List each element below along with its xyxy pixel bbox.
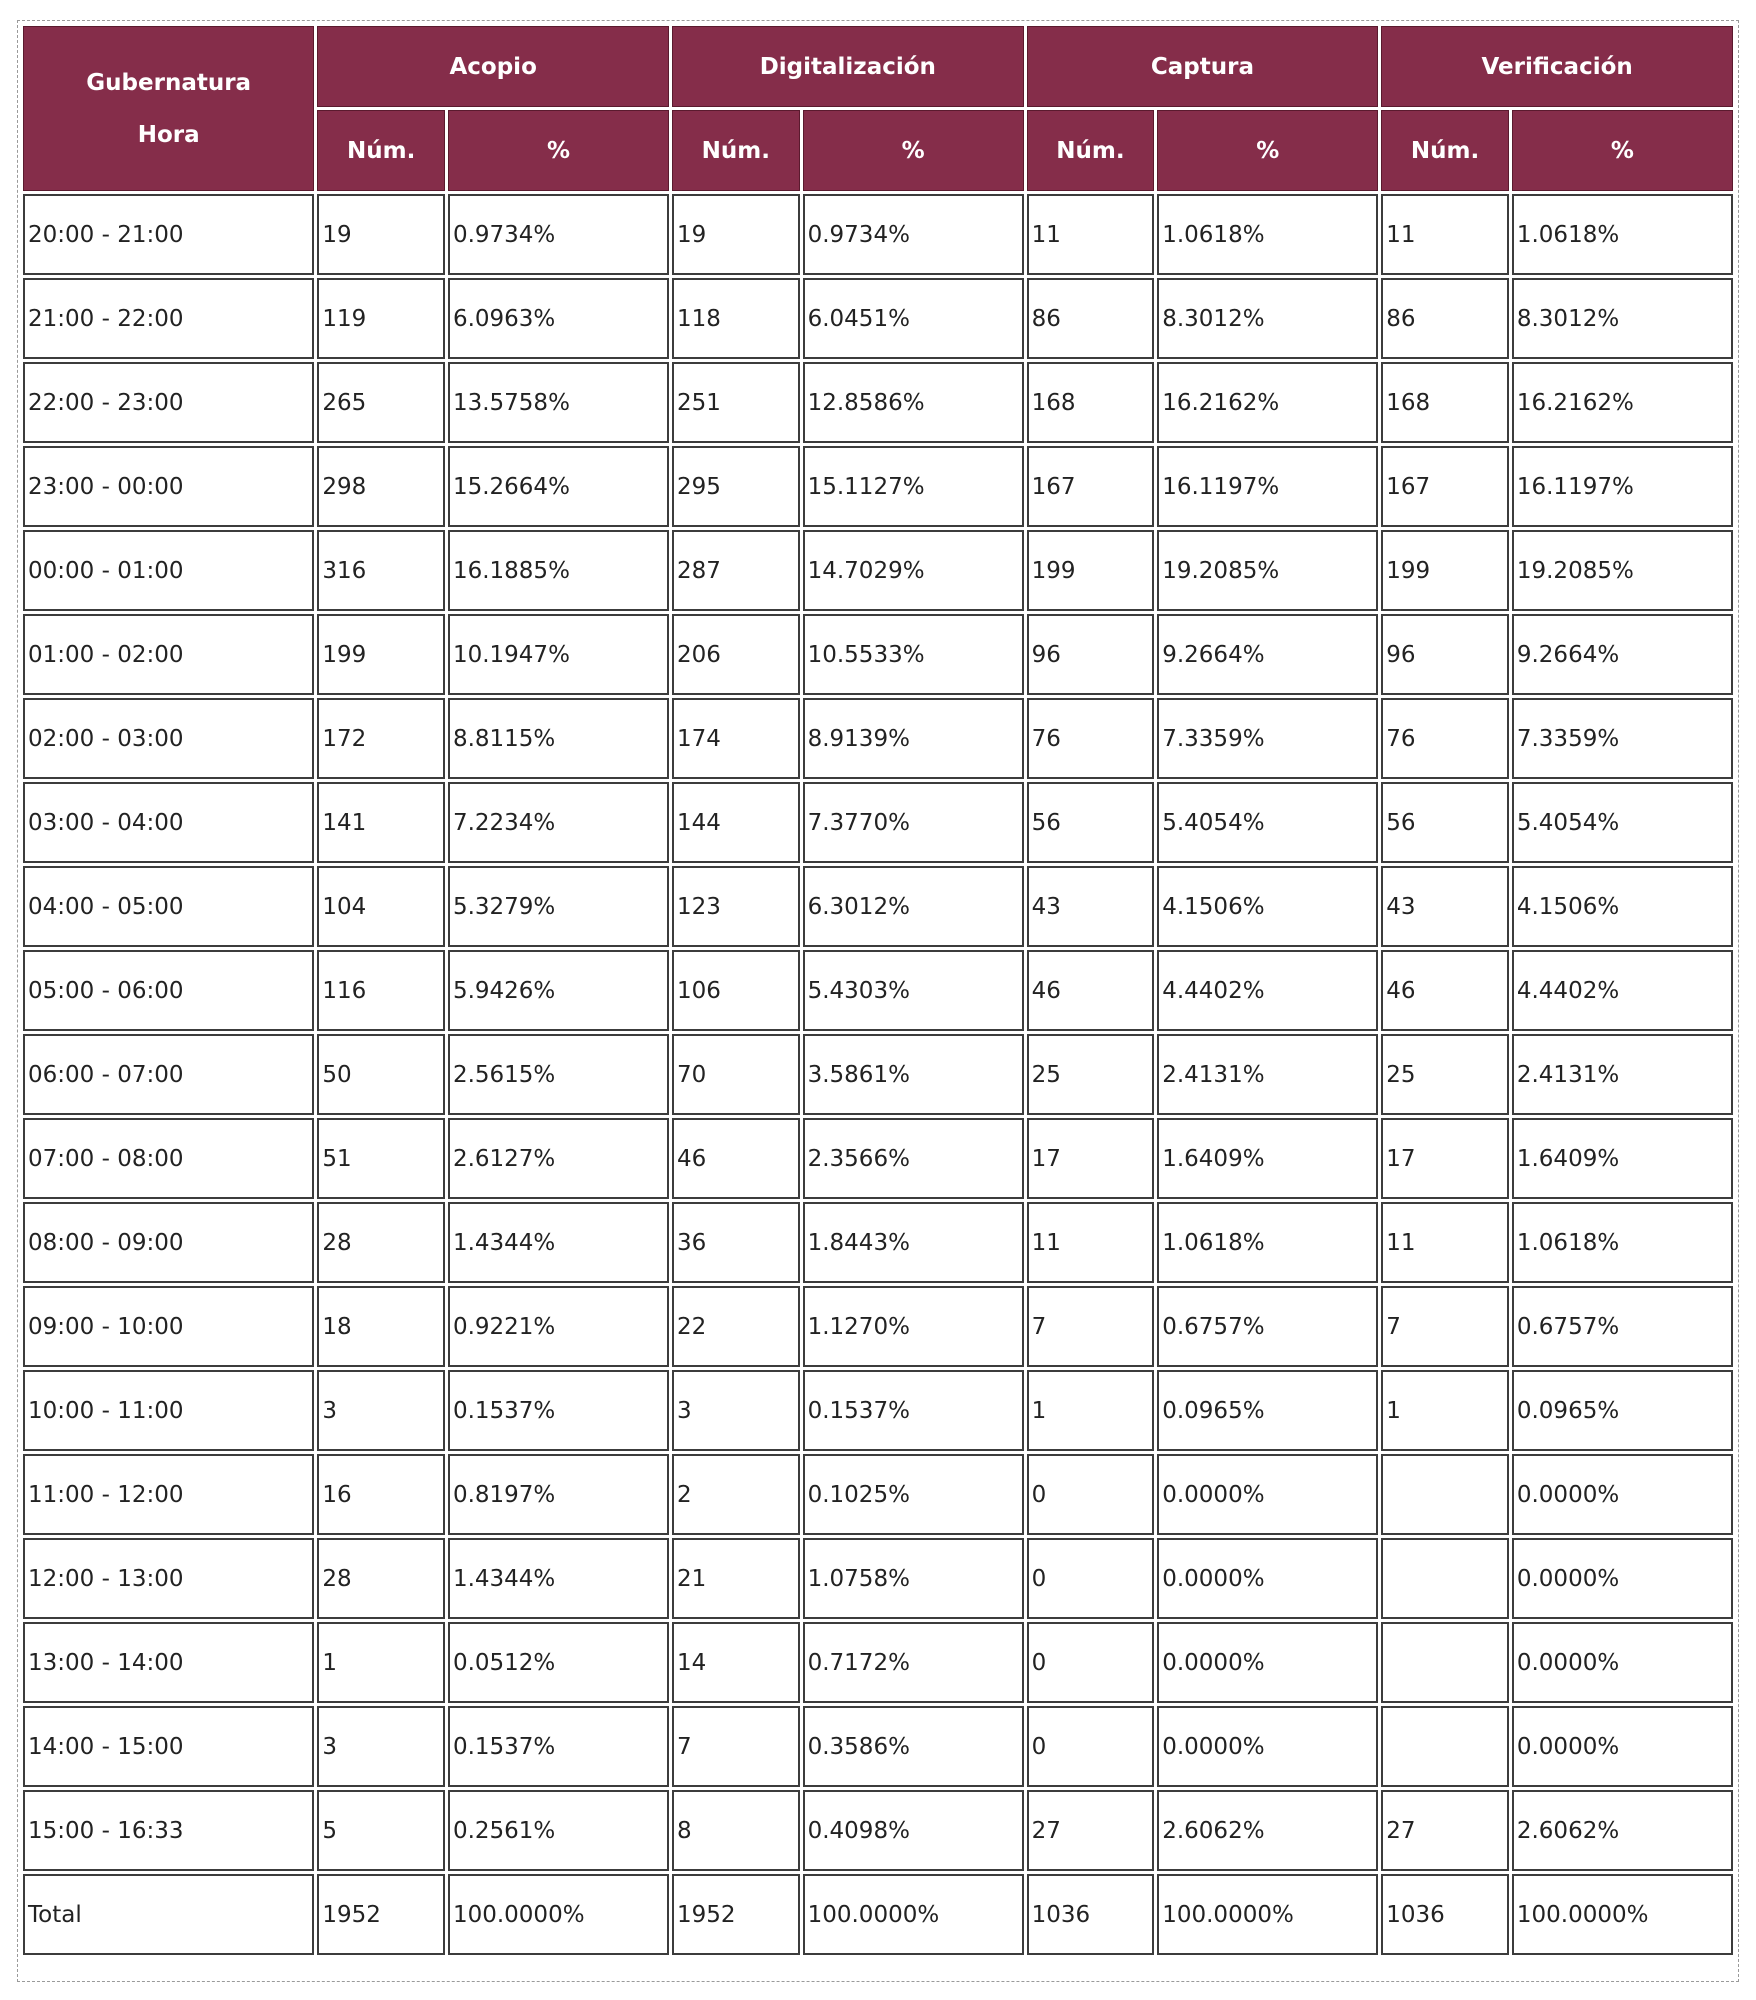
verificacion-pct-cell: 0.0000% xyxy=(1512,1706,1733,1787)
acopio-num-cell: 18 xyxy=(317,1286,445,1367)
digitalizacion-pct-cell: 6.0451% xyxy=(803,278,1024,359)
digitalizacion-num-cell: 22 xyxy=(672,1286,800,1367)
digitalizacion-pct-cell: 0.1025% xyxy=(803,1454,1024,1535)
verificacion-pct-cell: 4.1506% xyxy=(1512,866,1733,947)
digitalizacion-pct-cell: 0.9734% xyxy=(803,194,1024,275)
hora-label: Hora xyxy=(137,121,200,148)
digitalizacion-pct-cell: 0.3586% xyxy=(803,1706,1024,1787)
digitalizacion-num-cell: 14 xyxy=(672,1622,800,1703)
acopio-num-cell: 172 xyxy=(317,698,445,779)
captura-num-cell: 0 xyxy=(1027,1454,1155,1535)
hour-cell: 09:00 - 10:00 xyxy=(23,1286,314,1367)
acopio-num-cell: 199 xyxy=(317,614,445,695)
acopio-num-cell: 1952 xyxy=(317,1874,445,1955)
captura-num-cell: 199 xyxy=(1027,530,1155,611)
acopio-pct-cell: 0.0512% xyxy=(448,1622,669,1703)
captura-num-cell: 43 xyxy=(1027,866,1155,947)
captura-pct-cell: 1.0618% xyxy=(1157,1202,1378,1283)
digitalizacion-header: Digitalización xyxy=(672,26,1024,107)
acopio-pct-cell: 1.4344% xyxy=(448,1538,669,1619)
acopio-pct-cell: 7.2234% xyxy=(448,782,669,863)
verificacion-num-cell: 7 xyxy=(1381,1286,1509,1367)
verificacion-pct-cell: 0.0000% xyxy=(1512,1622,1733,1703)
verificacion-num-cell: 43 xyxy=(1381,866,1509,947)
verificacion-pct-cell: 5.4054% xyxy=(1512,782,1733,863)
acopio-pct-cell: 100.0000% xyxy=(448,1874,669,1955)
captura-num-cell: 76 xyxy=(1027,698,1155,779)
verificacion-num-cell: 86 xyxy=(1381,278,1509,359)
captura-pct-cell: 5.4054% xyxy=(1157,782,1378,863)
captura-num-cell: 7 xyxy=(1027,1286,1155,1367)
digitalizacion-num-cell: 70 xyxy=(672,1034,800,1115)
acopio-num-cell: 141 xyxy=(317,782,445,863)
table-row xyxy=(23,950,1733,1031)
hour-cell: 11:00 - 12:00 xyxy=(23,1454,314,1535)
verificacion-pct-cell: 19.2085% xyxy=(1512,530,1733,611)
digitalizacion-pct-cell: 0.1537% xyxy=(803,1370,1024,1451)
acopio-pct-cell: 0.9221% xyxy=(448,1286,669,1367)
captura-pct-cell: 16.2162% xyxy=(1157,362,1378,443)
table-row xyxy=(23,446,1733,527)
digitalizacion-pct-header: % xyxy=(803,110,1024,191)
digitalizacion-pct-cell: 14.7029% xyxy=(803,530,1024,611)
acopio-num-cell: 119 xyxy=(317,278,445,359)
verificacion-num-cell: 56 xyxy=(1381,782,1509,863)
verificacion-pct-cell: 9.2664% xyxy=(1512,614,1733,695)
hour-cell: 05:00 - 06:00 xyxy=(23,950,314,1031)
acopio-pct-cell: 0.8197% xyxy=(448,1454,669,1535)
acopio-num-cell: 116 xyxy=(317,950,445,1031)
gubernatura-label: Gubernatura xyxy=(86,69,252,96)
captura-pct-cell: 4.4402% xyxy=(1157,950,1378,1031)
verificacion-num-cell: 167 xyxy=(1381,446,1509,527)
hour-cell: 14:00 - 15:00 xyxy=(23,1706,314,1787)
results-table xyxy=(20,23,1736,1958)
table-row xyxy=(23,782,1733,863)
verificacion-pct-cell: 100.0000% xyxy=(1512,1874,1733,1955)
digitalizacion-num-cell: 21 xyxy=(672,1538,800,1619)
captura-num-cell: 0 xyxy=(1027,1538,1155,1619)
captura-pct-cell: 2.4131% xyxy=(1157,1034,1378,1115)
verificacion-num-cell: 11 xyxy=(1381,194,1509,275)
verificacion-num-cell: 1036 xyxy=(1381,1874,1509,1955)
captura-num-cell: 1036 xyxy=(1027,1874,1155,1955)
hour-cell: 08:00 - 09:00 xyxy=(23,1202,314,1283)
verificacion-num-cell: 11 xyxy=(1381,1202,1509,1283)
verificacion-pct-cell: 7.3359% xyxy=(1512,698,1733,779)
captura-pct-cell: 0.6757% xyxy=(1157,1286,1378,1367)
hour-cell: 06:00 - 07:00 xyxy=(23,1034,314,1115)
acopio-num-cell: 28 xyxy=(317,1202,445,1283)
acopio-num-cell: 1 xyxy=(317,1622,445,1703)
acopio-pct-cell: 16.1885% xyxy=(448,530,669,611)
captura-num-cell: 1 xyxy=(1027,1370,1155,1451)
hour-cell: 02:00 - 03:00 xyxy=(23,698,314,779)
table-row xyxy=(23,1454,1733,1535)
digitalizacion-num-cell: 1952 xyxy=(672,1874,800,1955)
verificacion-num-cell xyxy=(1381,1622,1509,1703)
hour-cell: 13:00 - 14:00 xyxy=(23,1622,314,1703)
hour-cell: 00:00 - 01:00 xyxy=(23,530,314,611)
captura-header: Captura xyxy=(1027,26,1379,107)
digitalizacion-pct-cell: 100.0000% xyxy=(803,1874,1024,1955)
acopio-pct-cell: 6.0963% xyxy=(448,278,669,359)
acopio-num-cell: 104 xyxy=(317,866,445,947)
verificacion-pct-cell: 0.0965% xyxy=(1512,1370,1733,1451)
verificacion-num-cell xyxy=(1381,1706,1509,1787)
verificacion-pct-cell: 8.3012% xyxy=(1512,278,1733,359)
digitalizacion-pct-cell: 0.4098% xyxy=(803,1790,1024,1871)
acopio-pct-cell: 15.2664% xyxy=(448,446,669,527)
total-row xyxy=(23,1874,1733,1955)
table-row xyxy=(23,1202,1733,1283)
acopio-num-header: Núm. xyxy=(317,110,445,191)
verificacion-num-cell: 46 xyxy=(1381,950,1509,1031)
captura-num-cell: 167 xyxy=(1027,446,1155,527)
digitalizacion-pct-cell: 7.3770% xyxy=(803,782,1024,863)
acopio-pct-cell: 0.2561% xyxy=(448,1790,669,1871)
digitalizacion-pct-cell: 1.1270% xyxy=(803,1286,1024,1367)
table-row xyxy=(23,1118,1733,1199)
digitalizacion-num-cell: 206 xyxy=(672,614,800,695)
digitalizacion-num-cell: 118 xyxy=(672,278,800,359)
verificacion-pct-cell: 1.0618% xyxy=(1512,1202,1733,1283)
captura-num-cell: 0 xyxy=(1027,1622,1155,1703)
digitalizacion-num-cell: 8 xyxy=(672,1790,800,1871)
digitalizacion-pct-cell: 12.8586% xyxy=(803,362,1024,443)
digitalizacion-pct-cell: 1.0758% xyxy=(803,1538,1024,1619)
captura-num-cell: 96 xyxy=(1027,614,1155,695)
digitalizacion-pct-cell: 6.3012% xyxy=(803,866,1024,947)
acopio-num-cell: 298 xyxy=(317,446,445,527)
captura-num-cell: 56 xyxy=(1027,782,1155,863)
table-row xyxy=(23,530,1733,611)
corner-header xyxy=(23,26,314,191)
acopio-header: Acopio xyxy=(317,26,669,107)
acopio-pct-cell: 0.1537% xyxy=(448,1370,669,1451)
acopio-num-cell: 3 xyxy=(317,1706,445,1787)
acopio-num-cell: 316 xyxy=(317,530,445,611)
captura-pct-cell: 0.0000% xyxy=(1157,1706,1378,1787)
verificacion-num-cell: 96 xyxy=(1381,614,1509,695)
hour-cell: 21:00 - 22:00 xyxy=(23,278,314,359)
verificacion-num-cell: 168 xyxy=(1381,362,1509,443)
verificacion-num-cell: 17 xyxy=(1381,1118,1509,1199)
acopio-pct-cell: 8.8115% xyxy=(448,698,669,779)
captura-num-cell: 168 xyxy=(1027,362,1155,443)
captura-pct-cell: 2.6062% xyxy=(1157,1790,1378,1871)
captura-pct-cell: 0.0000% xyxy=(1157,1622,1378,1703)
verificacion-num-cell: 27 xyxy=(1381,1790,1509,1871)
verificacion-pct-cell: 2.6062% xyxy=(1512,1790,1733,1871)
table-row xyxy=(23,1286,1733,1367)
acopio-num-cell: 50 xyxy=(317,1034,445,1115)
table-row xyxy=(23,1034,1733,1115)
verificacion-pct-cell: 0.0000% xyxy=(1512,1454,1733,1535)
table-row xyxy=(23,1370,1733,1451)
captura-num-cell: 17 xyxy=(1027,1118,1155,1199)
acopio-num-cell: 5 xyxy=(317,1790,445,1871)
captura-pct-cell: 4.1506% xyxy=(1157,866,1378,947)
hour-cell: Total xyxy=(23,1874,314,1955)
digitalizacion-pct-cell: 2.3566% xyxy=(803,1118,1024,1199)
captura-num-header: Núm. xyxy=(1027,110,1155,191)
acopio-num-cell: 19 xyxy=(317,194,445,275)
table-row xyxy=(23,194,1733,275)
captura-num-cell: 86 xyxy=(1027,278,1155,359)
verificacion-pct-cell: 4.4402% xyxy=(1512,950,1733,1031)
table-body xyxy=(23,194,1733,1955)
digitalizacion-num-cell: 7 xyxy=(672,1706,800,1787)
table-row xyxy=(23,866,1733,947)
verificacion-num-cell: 76 xyxy=(1381,698,1509,779)
table-row xyxy=(23,1538,1733,1619)
verificacion-pct-cell: 1.0618% xyxy=(1512,194,1733,275)
acopio-pct-cell: 0.9734% xyxy=(448,194,669,275)
acopio-pct-cell: 1.4344% xyxy=(448,1202,669,1283)
digitalizacion-num-cell: 106 xyxy=(672,950,800,1031)
captura-pct-cell: 0.0965% xyxy=(1157,1370,1378,1451)
acopio-pct-cell: 13.5758% xyxy=(448,362,669,443)
verificacion-pct-cell: 0.6757% xyxy=(1512,1286,1733,1367)
verificacion-pct-header: % xyxy=(1512,110,1733,191)
captura-num-cell: 11 xyxy=(1027,1202,1155,1283)
captura-pct-cell: 100.0000% xyxy=(1157,1874,1378,1955)
captura-num-cell: 46 xyxy=(1027,950,1155,1031)
acopio-pct-cell: 2.6127% xyxy=(448,1118,669,1199)
acopio-num-cell: 51 xyxy=(317,1118,445,1199)
digitalizacion-pct-cell: 15.1127% xyxy=(803,446,1024,527)
digitalizacion-num-cell: 123 xyxy=(672,866,800,947)
captura-pct-cell: 16.1197% xyxy=(1157,446,1378,527)
digitalizacion-num-cell: 287 xyxy=(672,530,800,611)
digitalizacion-num-header: Núm. xyxy=(672,110,800,191)
digitalizacion-pct-cell: 1.8443% xyxy=(803,1202,1024,1283)
hour-cell: 23:00 - 00:00 xyxy=(23,446,314,527)
table-row xyxy=(23,278,1733,359)
verificacion-num-cell: 25 xyxy=(1381,1034,1509,1115)
table-row xyxy=(23,1790,1733,1871)
digitalizacion-pct-cell: 8.9139% xyxy=(803,698,1024,779)
acopio-pct-cell: 5.9426% xyxy=(448,950,669,1031)
digitalizacion-pct-cell: 0.7172% xyxy=(803,1622,1024,1703)
table-row xyxy=(23,362,1733,443)
hour-cell: 20:00 - 21:00 xyxy=(23,194,314,275)
hour-cell: 12:00 - 13:00 xyxy=(23,1538,314,1619)
hour-cell: 22:00 - 23:00 xyxy=(23,362,314,443)
acopio-pct-cell: 5.3279% xyxy=(448,866,669,947)
acopio-pct-cell: 2.5615% xyxy=(448,1034,669,1115)
digitalizacion-num-cell: 174 xyxy=(672,698,800,779)
verificacion-pct-cell: 16.2162% xyxy=(1512,362,1733,443)
verificacion-num-header: Núm. xyxy=(1381,110,1509,191)
hour-cell: 07:00 - 08:00 xyxy=(23,1118,314,1199)
verificacion-num-cell xyxy=(1381,1454,1509,1535)
captura-pct-cell: 19.2085% xyxy=(1157,530,1378,611)
captura-pct-cell: 0.0000% xyxy=(1157,1454,1378,1535)
table-row xyxy=(23,1706,1733,1787)
acopio-num-cell: 3 xyxy=(317,1370,445,1451)
hour-cell: 04:00 - 05:00 xyxy=(23,866,314,947)
captura-pct-cell: 7.3359% xyxy=(1157,698,1378,779)
digitalizacion-num-cell: 36 xyxy=(672,1202,800,1283)
captura-pct-header: % xyxy=(1157,110,1378,191)
hour-cell: 10:00 - 11:00 xyxy=(23,1370,314,1451)
digitalizacion-num-cell: 2 xyxy=(672,1454,800,1535)
acopio-num-cell: 265 xyxy=(317,362,445,443)
digitalizacion-num-cell: 3 xyxy=(672,1370,800,1451)
acopio-pct-cell: 10.1947% xyxy=(448,614,669,695)
verificacion-num-cell xyxy=(1381,1538,1509,1619)
captura-pct-cell: 1.6409% xyxy=(1157,1118,1378,1199)
captura-pct-cell: 0.0000% xyxy=(1157,1538,1378,1619)
captura-pct-cell: 1.0618% xyxy=(1157,194,1378,275)
verificacion-pct-cell: 1.6409% xyxy=(1512,1118,1733,1199)
digitalizacion-num-cell: 144 xyxy=(672,782,800,863)
verificacion-num-cell: 199 xyxy=(1381,530,1509,611)
captura-pct-cell: 9.2664% xyxy=(1157,614,1378,695)
acopio-pct-header: % xyxy=(448,110,669,191)
digitalizacion-pct-cell: 5.4303% xyxy=(803,950,1024,1031)
table-header xyxy=(23,26,1733,191)
digitalizacion-num-cell: 19 xyxy=(672,194,800,275)
acopio-num-cell: 28 xyxy=(317,1538,445,1619)
captura-num-cell: 0 xyxy=(1027,1706,1155,1787)
digitalizacion-pct-cell: 10.5533% xyxy=(803,614,1024,695)
captura-num-cell: 25 xyxy=(1027,1034,1155,1115)
acopio-pct-cell: 0.1537% xyxy=(448,1706,669,1787)
verificacion-pct-cell: 16.1197% xyxy=(1512,446,1733,527)
digitalizacion-num-cell: 46 xyxy=(672,1118,800,1199)
captura-pct-cell: 8.3012% xyxy=(1157,278,1378,359)
verificacion-num-cell: 1 xyxy=(1381,1370,1509,1451)
table-row xyxy=(23,614,1733,695)
acopio-num-cell: 16 xyxy=(317,1454,445,1535)
verificacion-header: Verificación xyxy=(1381,26,1733,107)
digitalizacion-num-cell: 251 xyxy=(672,362,800,443)
captura-num-cell: 27 xyxy=(1027,1790,1155,1871)
hour-cell: 15:00 - 16:33 xyxy=(23,1790,314,1871)
hour-cell: 01:00 - 02:00 xyxy=(23,614,314,695)
table-row xyxy=(23,698,1733,779)
verificacion-pct-cell: 0.0000% xyxy=(1512,1538,1733,1619)
digitalizacion-pct-cell: 3.5861% xyxy=(803,1034,1024,1115)
table-row xyxy=(23,1622,1733,1703)
hour-cell: 03:00 - 04:00 xyxy=(23,782,314,863)
verificacion-pct-cell: 2.4131% xyxy=(1512,1034,1733,1115)
captura-num-cell: 11 xyxy=(1027,194,1155,275)
digitalizacion-num-cell: 295 xyxy=(672,446,800,527)
